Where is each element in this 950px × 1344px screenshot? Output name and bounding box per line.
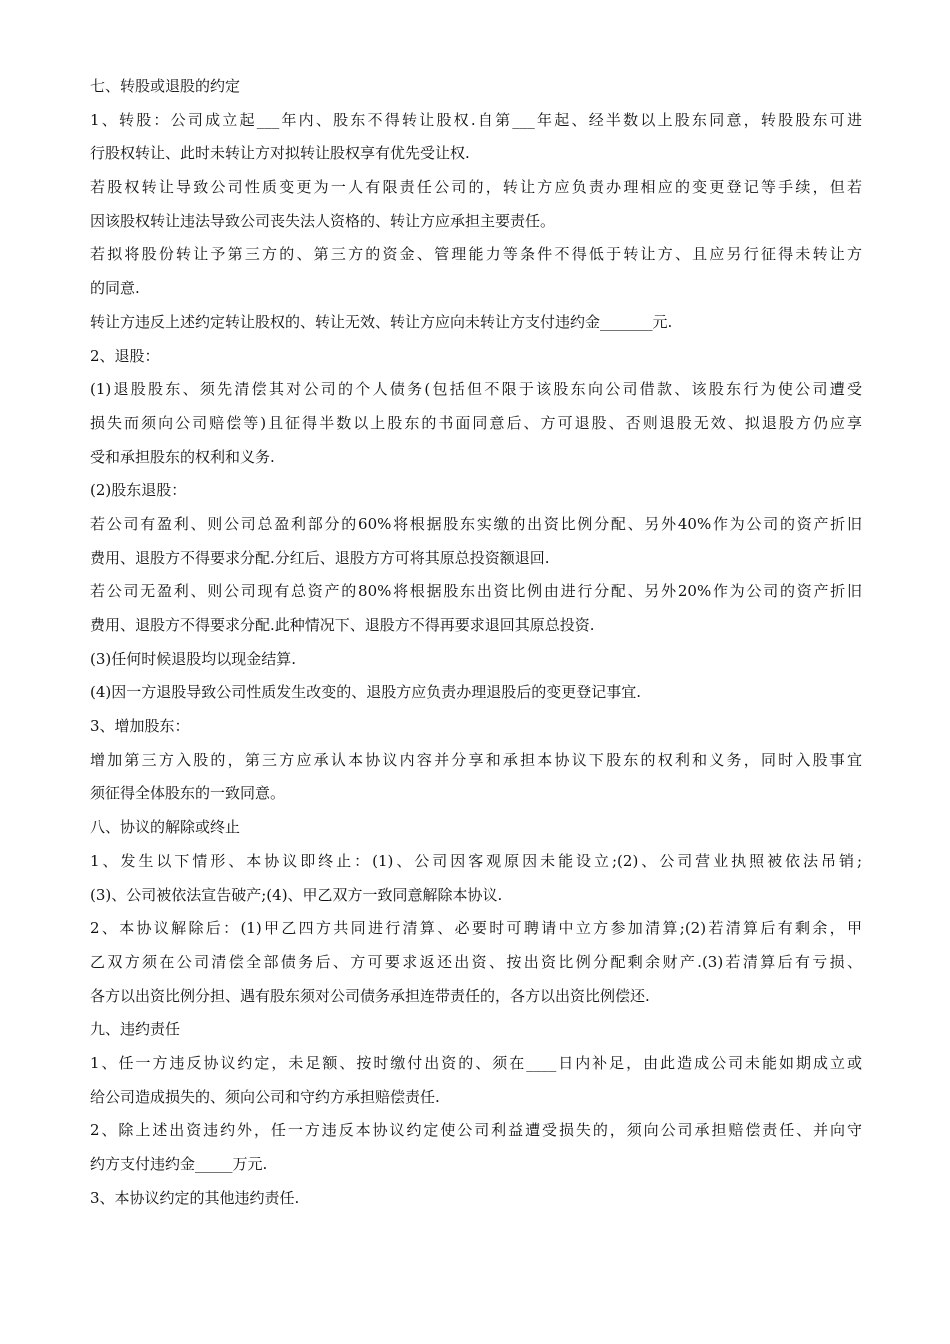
paragraph-line: 各方以出资比例分担、遇有股东须对公司债务承担连带责任的，各方以出资比例偿还. [90,986,650,1005]
paragraph-line: 费用、退股方不得要求分配.分红后、退股方方可将其原总投资额退回. [90,548,550,567]
paragraph-line: (3)任何时候退股均以现金结算. [90,649,297,668]
paragraph-line: 损失而须向公司赔偿等)且征得半数以上股东的书面同意后、方可退股、否则退股无效、拟退股方仍应享 [90,413,862,432]
subsection-heading-add-shareholder: 3、增加股东： [90,717,190,736]
section-heading-9: 九、违约责任 [90,1020,181,1039]
paragraph-line: 2、本协议解除后：(1)甲乙四方共同进行清算、必要时可聘请中立方参加清算;(2)若清算后有剩余，甲 [90,919,862,938]
paragraph-line: 费用、退股方不得要求分配.此种情况下、退股方不得再要求退回其原总投资. [90,616,595,634]
paragraph-line: 增加第三方入股的，第三方应承认本协议内容并分享和承担本协议下股东的权利和义务，同时入股事宜 [90,750,862,769]
paragraph-line: 行股权转让、此时未转让方对拟转让股权享有优先受让权. [90,144,470,163]
paragraph-line: 若拟将股份转让予第三方的、第三方的资金、管理能力等条件不得低于转让方、且应另行征得未转让方 [90,245,862,264]
paragraph-line: 约方支付违约金_____万元. [90,1155,268,1173]
paragraph-line: 1、发生以下情形、本协议即终止：(1)、公司因客观原因未能设立;(2)、公司营业执照被依法吊销; [90,851,862,870]
paragraph-line: (2)股东退股： [90,481,187,500]
section-heading-7: 七、转股或退股的约定 [90,77,241,95]
paragraph-line: 1、任一方违反协议约定，未足额、按时缴付出资的、须在____日内补足，由此造成公司未能如期成立或 [90,1053,862,1072]
paragraph-line: 受和承担股东的权利和义务. [90,447,275,466]
paragraph-line: 转让方违反上述约定转让股权的、转让无效、转让方应向未转让方支付违约金_______元. [90,312,673,331]
paragraph-line: 若公司无盈利、则公司现有总资产的80%将根据股东出资比例由进行分配、另外20%作为公司的资产折旧 [90,582,862,601]
paragraph-line: (4)因一方退股导致公司性质发生改变的、退股方应负责办理退股后的变更登记事宜. [90,683,642,702]
document-page [90,70,862,1215]
paragraph-line: (1)退股股东、须先清偿其对公司的个人债务(包括但不限于该股东向公司借款、该股东行为使公司遭受 [90,380,862,399]
section-heading-8: 八、协议的解除或终止 [90,818,241,837]
paragraph-line: 因该股权转让违法导致公司丧失法人资格的、转让方应承担主要责任。 [90,211,556,230]
paragraph-line: 乙双方须在公司清偿全部债务后、方可要求返还出资、按出资比例分配剩余财产.(3)若清算后有亏损、 [90,952,862,971]
paragraph-line: (3)、公司被依法宣告破产;(4)、甲乙双方一致同意解除本协议. [90,885,503,904]
paragraph-line: 若公司有盈利、则公司总盈利部分的60%将根据股东实缴的出资比例分配、另外40%作为公司的资产折旧 [90,514,862,533]
paragraph-line: 须征得全体股东的一致同意。 [90,784,286,803]
paragraph-line: 1、转股：公司成立起___年内、股东不得转让股权.自第___年起、经半数以上股东同意，转股股东可进 [90,110,862,129]
paragraph-line: 2、除上述出资违约外，任一方违反本协议约定使公司利益遭受损失的，须向公司承担赔偿责任、并向守 [90,1121,862,1140]
paragraph-line: 的同意. [90,279,140,298]
paragraph-line: 给公司造成损失的、须向公司和守约方承担赔偿责任. [90,1087,440,1106]
paragraph-line: 3、本协议约定的其他违约责任. [90,1188,300,1207]
subsection-heading-withdraw: 2、退股： [90,346,160,365]
paragraph-line: 若股权转让导致公司性质变更为一人有限责任公司的，转让方应负责办理相应的变更登记等手续，但若 [90,178,862,197]
